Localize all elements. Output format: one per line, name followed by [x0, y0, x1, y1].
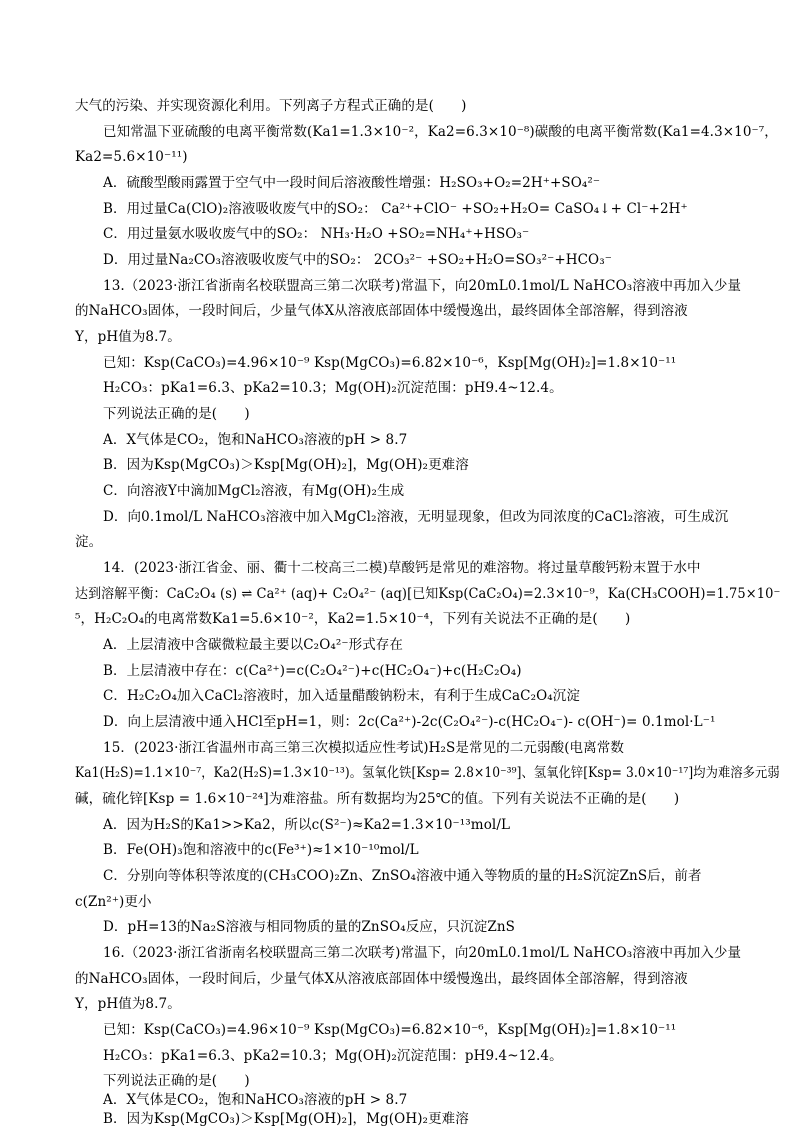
option-c: C．用过量氨水吸收废气中的SO₂： NH₃·H₂O +SO₂=NH₄⁺+HSO₃⁻ — [103, 226, 530, 242]
text-line: 碱，硫化锌[Ksp = 1.6×10⁻²⁴]为难溶盐。所有数据均为25℃的值。下列有关说法不正确的是( ) — [75, 791, 680, 807]
text-line: 已知：Ksp(CaCO₃)=4.96×10⁻⁹ Ksp(MgCO₃)=6.82×10⁻⁶，Ksp[Mg(OH)₂]=1.8×10⁻¹¹ — [103, 355, 677, 371]
option-a: A．硫酸型酸雨露置于空气中一段时间后溶液酸性增强：H₂SO₃+O₂=2H⁺+SO₄²⁻ — [103, 175, 601, 191]
option-b: B．用过量Ca(ClO)₂溶液吸收废气中的SO₂： Ca²⁺+ClO⁻ +SO₂+H₂O= CaSO₄↓+ Cl⁻+2H⁺ — [103, 201, 688, 217]
option-a: A．X气体是CO₂，饱和NaHCO₃溶液的pH > 8.7 — [103, 1092, 408, 1108]
option-c: C．分别向等体积等浓度的(CH₃COO)₂Zn、ZnSO₄溶液中通入等物质的量的H₂S沉淀ZnS后，前者 — [103, 868, 702, 884]
text-line: 的NaHCO₃固体，一段时间后，少量气体X从溶液底部固体中缓慢逸出，最终固体全部溶解，得到溶液 — [75, 303, 688, 319]
text-line: 已知：Ksp(CaCO₃)=4.96×10⁻⁹ Ksp(MgCO₃)=6.82×10⁻⁶，Ksp[Mg(OH)₂]=1.8×10⁻¹¹ — [103, 1022, 677, 1038]
option-b: B．因为Ksp(MgCO₃)＞Ksp[Mg(OH)₂]，Mg(OH)₂更难溶 — [103, 1111, 469, 1127]
text-line: c(Zn²⁺)更小 — [75, 894, 152, 910]
question-13: 13.（2023·浙江省浙南名校联盟高三第二次联考)常温下，向20mL0.1mol/L NaHCO₃溶液中再加入少量 — [103, 278, 742, 294]
option-b: B．上层清液中存在：c(Ca²⁺)=c(C₂O₄²⁻)+c(HC₂O₄⁻)+c(H₂C₂O₄) — [103, 663, 522, 679]
question-15: 15．(2023·浙江省温州市高三第三次模拟适应性考试)H₂S是常见的二元弱酸(电离常数 — [103, 740, 624, 756]
text-line: Ka2=5.6×10⁻¹¹) — [75, 149, 188, 165]
text-line: 大气的污染、并实现资源化利用。下列离子方程式正确的是( ) — [75, 98, 467, 114]
option-c: C．向溶液Y中滴加MgCl₂溶液，有Mg(OH)₂生成 — [103, 483, 405, 499]
option-a: A．X气体是CO₂，饱和NaHCO₃溶液的pH > 8.7 — [103, 432, 408, 448]
question-14: 14．(2023·浙江省金、丽、衢十二校高三二模)草酸钙是常见的难溶物。将过量草酸钙粉末置于水中 — [103, 560, 701, 576]
text-line: Ka1(H₂S)=1.1×10⁻⁷，Ka2(H₂S)=1.3×10⁻¹³)。氢氧化铁[Ksp= 2.8×10⁻³⁹]、氢氧化锌[Ksp= 3.0×10⁻¹⁷]均为难溶多元弱 — [75, 765, 780, 781]
text-line: 已知常温下亚硫酸的电离平衡常数(Ka1=1.3×10⁻²，Ka2=6.3×10⁻⁸)碳酸的电离平衡常数(Ka1=4.3×10⁻⁷， — [103, 124, 778, 140]
option-b: B．Fe(OH)₃饱和溶液中的c(Fe³⁺)≈1×10⁻¹⁰mol/L — [103, 842, 419, 858]
text-line: Y，pH值为8.7。 — [75, 996, 181, 1012]
question-16: 16.（2023·浙江省浙南名校联盟高三第二次联考)常温下，向20mL0.1mol/L NaHCO₃溶液中再加入少量 — [103, 945, 742, 961]
option-d: D．向0.1mol/L NaHCO₃溶液中加入MgCl₂溶液，无明显现象，但改为同浓度的CaCl₂溶液，可生成沉 — [103, 509, 729, 525]
text-line: 达到溶解平衡：CaC₂O₄ (s) ⇌ Ca²⁺ (aq)+ C₂O₄²⁻ (aq)[已知Ksp(CaC₂O₄)=2.3×10⁻⁹，Ka(CH₃COOH)=1.75×10⁻ — [75, 586, 781, 602]
option-a: A．上层清液中含碳微粒最主要以C₂O₄²⁻形式存在 — [103, 637, 404, 653]
text-line: 下列说法正确的是( ) — [103, 1073, 250, 1089]
text-line: H₂CO₃：pKa1=6.3、pKa2=10.3；Mg(OH)₂沉淀范围：pH9.4~12.4。 — [103, 380, 563, 396]
option-d: D．pH=13的Na₂S溶液与相同物质的量的ZnSO₄反应，只沉淀ZnS — [103, 919, 515, 935]
text-line: 淀。 — [75, 534, 103, 550]
text-line: H₂CO₃：pKa1=6.3、pKa2=10.3；Mg(OH)₂沉淀范围：pH9.4~12.4。 — [103, 1048, 563, 1064]
text-line: 下列说法正确的是( ) — [103, 406, 250, 422]
text-line: 的NaHCO₃固体，一段时间后，少量气体X从溶液底部固体中缓慢逸出，最终固体全部溶解，得到溶液 — [75, 971, 688, 987]
option-d: D．用过量Na₂CO₃溶液吸收废气中的SO₂： 2CO₃²⁻ +SO₂+H₂O=SO₃²⁻+HCO₃⁻ — [103, 252, 612, 268]
text-line: ⁵，H₂C₂O₄的电离常数Ka1=5.6×10⁻²，Ka2=1.5×10⁻⁴，下列有关说法不正确的是( ) — [75, 611, 631, 627]
option-d: D．向上层清液中通入HCl至pH=1，则：2c(Ca²⁺)-2c(C₂O₄²⁻)-c(HC₂O₄⁻)- c(OH⁻)= 0.1mol·L⁻¹ — [103, 714, 716, 730]
text-line: Y，pH值为8.7。 — [75, 329, 181, 345]
option-a: A．因为H₂S的Ka1>>Ka2，所以c(S²⁻)≈Ka2=1.3×10⁻¹³mol/L — [103, 817, 511, 833]
option-b: B．因为Ksp(MgCO₃)＞Ksp[Mg(OH)₂]，Mg(OH)₂更难溶 — [103, 457, 469, 473]
option-c: C．H₂C₂O₄加入CaCl₂溶液时，加入适量醋酸钠粉末，有利于生成CaC₂O₄沉淀 — [103, 688, 580, 704]
